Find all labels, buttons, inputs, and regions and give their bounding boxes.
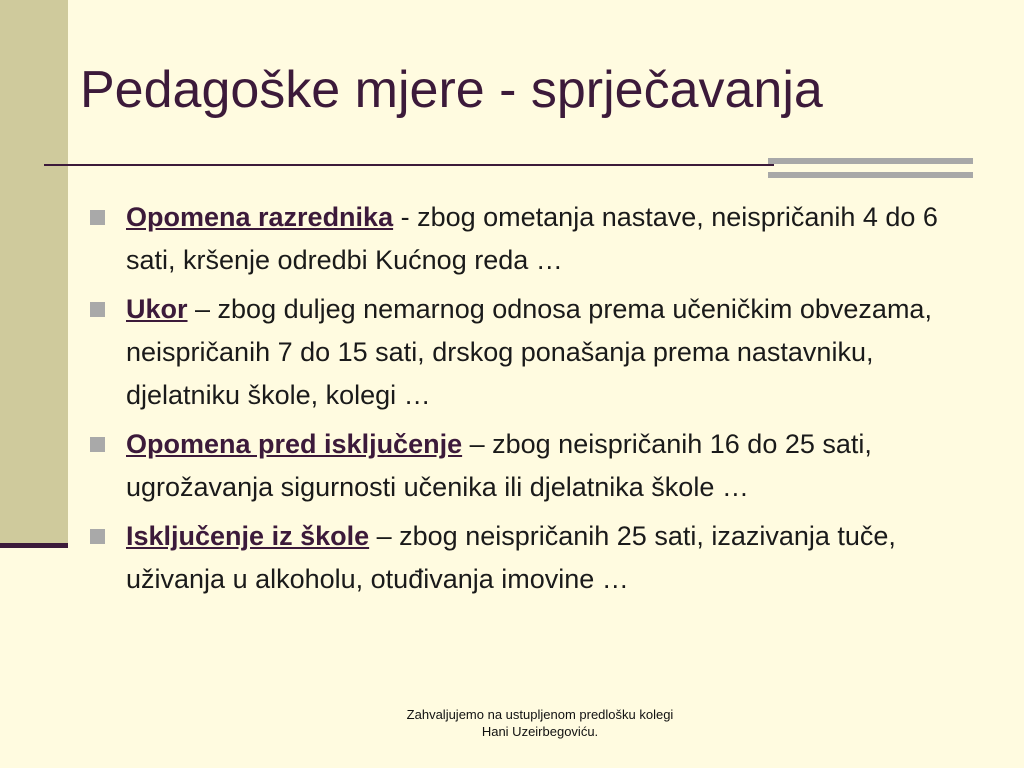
footer-line: Hani Uzeirbegoviću. [481,724,599,739]
item-term: Opomena razrednika [126,202,394,232]
item-text: – zbog duljeg nemarnog odnosa prema učeničkim obvezama, neispričanih 7 do 15 sati, drskog ponašanja prema nastavniku, djelatniku škole, kolegi … [126,294,932,410]
accent-bars [768,158,973,180]
list-item [88,196,988,282]
footer-credit [370,706,710,740]
square-bullet-icon [90,437,105,452]
left-decorative-band [0,0,68,543]
list-item [88,288,988,417]
title-divider [44,164,774,166]
item-term: Opomena pred isključenje [126,429,463,459]
bullet-list [88,196,988,607]
slide-title: Pedagoške mjere - sprječavanja [80,61,823,119]
list-item [88,515,988,601]
left-band-rule [0,543,68,548]
square-bullet-icon [90,302,105,317]
item-text: – zbog neispričanih 16 do 25 sati, ugrožavanja sigurnosti učenika ili djelatnika škole … [126,429,872,502]
square-bullet-icon [90,529,105,544]
footer-line: Zahvaljujemo na ustupljenom predlošku kolegi [406,707,674,722]
accent-bar [768,158,973,164]
item-term: Isključenje iz škole [126,521,370,551]
list-item [88,423,988,509]
square-bullet-icon [90,210,105,225]
item-text: – zbog neispričanih 25 sati, izazivanja tuče, uživanja u alkoholu, otuđivanja imovine … [126,521,896,594]
item-text: - zbog ometanja nastave, neispričanih 4 do 6 sati, kršenje odredbi Kućnog reda … [126,202,938,275]
accent-bar [768,172,973,178]
item-term: Ukor [126,294,188,324]
